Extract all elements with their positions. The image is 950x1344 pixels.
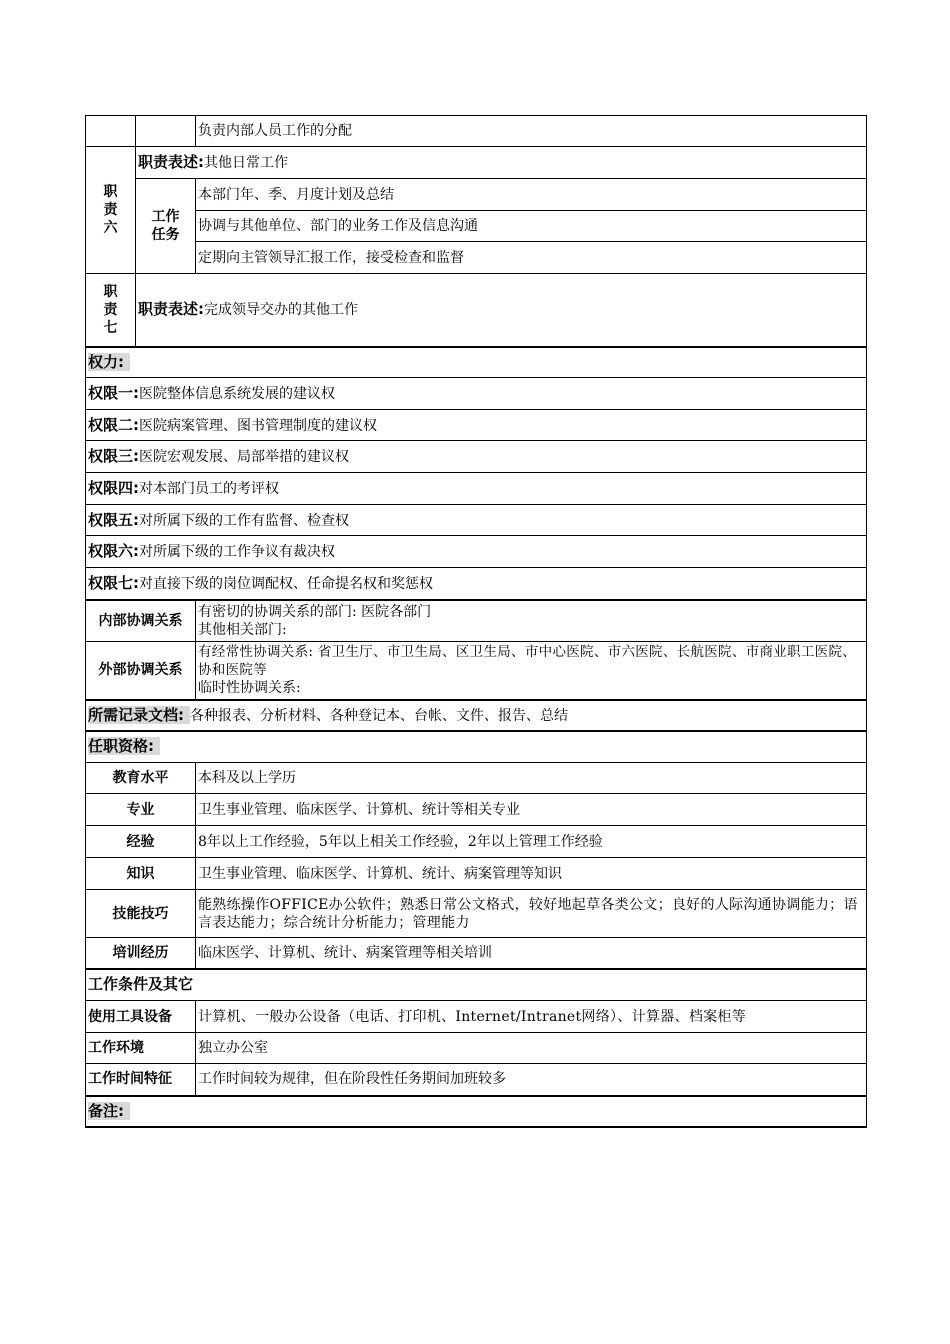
qualification-text: 卫生事业管理、临床医学、计算机、统计、病案管理等知识 xyxy=(196,858,867,890)
qualification-label: 培训经历 xyxy=(86,938,196,969)
authority-item xyxy=(86,441,867,473)
duty-tail-task: 负责内部人员工作的分配 xyxy=(196,116,867,147)
qualification-text: 8年以上工作经验，5年以上相关工作经验，2年以上管理工作经验 xyxy=(196,826,867,858)
authority-row xyxy=(86,568,867,600)
internal-coordination-line1: 有密切的协调关系的部门: 医院各部门 xyxy=(198,603,432,620)
authority-title: 权力: xyxy=(88,353,130,371)
conditions-text: 工作时间较为规律，但在阶段性任务期间加班较多 xyxy=(196,1064,867,1096)
duty6-desc-row xyxy=(86,147,867,179)
empty-cell xyxy=(136,116,196,147)
duty7-desc: 完成领导交办的其他工作 xyxy=(204,302,358,319)
authority-item xyxy=(86,378,867,410)
authority-label: 权限四: xyxy=(88,479,139,497)
external-coordination-line2: 临时性协调关系: xyxy=(198,680,301,697)
internal-coordination-row xyxy=(86,600,867,642)
qualification-label: 知识 xyxy=(86,858,196,890)
job-description-table xyxy=(85,115,867,1128)
authority-label: 权限五: xyxy=(88,510,139,529)
authority-text: 对所属下级的工作有监督、检查权 xyxy=(139,512,349,529)
duty6-label xyxy=(86,147,136,274)
authority-title-cell xyxy=(86,347,867,378)
duty6-task-3: 定期向主管领导汇报工作，接受检查和监督 xyxy=(196,242,867,274)
duty6-label-text: 职 责 六 xyxy=(103,184,118,236)
authority-row xyxy=(86,410,867,441)
conditions-label: 工作环境 xyxy=(86,1033,196,1064)
qualification-text: 本科及以上学历 xyxy=(196,763,867,794)
authority-row xyxy=(86,441,867,473)
authority-label: 权限三: xyxy=(88,447,139,465)
authority-item xyxy=(86,536,867,568)
qualification-row xyxy=(86,938,867,969)
authority-row xyxy=(86,378,867,410)
qualification-label: 技能技巧 xyxy=(86,890,196,938)
external-coordination-row xyxy=(86,642,867,700)
conditions-text: 独立办公室 xyxy=(196,1033,867,1064)
qualification-label: 经验 xyxy=(86,826,196,858)
authority-label: 权限二: xyxy=(88,415,139,434)
conditions-label: 工作时间特征 xyxy=(86,1064,196,1096)
empty-cell xyxy=(86,116,136,147)
internal-coordination-cell xyxy=(196,600,867,642)
conditions-label: 使用工具设备 xyxy=(86,1001,196,1033)
duty6-desc-cell xyxy=(136,147,867,179)
authority-label: 权限七: xyxy=(88,573,139,592)
authority-text: 对本部门员工的考评权 xyxy=(139,481,279,497)
duty6-task-row xyxy=(86,211,867,242)
qualification-text: 能熟练操作OFFICE办公软件；熟悉日常公文格式，较好地起草各类公文；良好的人际沟通协调能力；语言表达能力；综合统计分析能力；管理能力 xyxy=(196,890,867,938)
duty6-task-label xyxy=(136,179,196,274)
authority-row xyxy=(86,473,867,505)
authority-row xyxy=(86,505,867,536)
duty-tail-row xyxy=(86,116,867,147)
qualification-row xyxy=(86,763,867,794)
duty7-desc-label: 职责表述: xyxy=(138,300,204,319)
records-label: 所需记录文档: xyxy=(88,706,190,724)
qualification-text: 临床医学、计算机、统计、病案管理等相关培训 xyxy=(196,938,867,969)
authority-text: 医院整体信息系统发展的建议权 xyxy=(139,386,335,402)
authority-text: 医院病案管理、图书管理制度的建议权 xyxy=(139,417,377,434)
authority-item xyxy=(86,505,867,536)
authority-text: 对直接下级的岗位调配权、任命提名权和奖惩权 xyxy=(139,575,433,592)
authority-row xyxy=(86,536,867,568)
authority-title-row xyxy=(86,347,867,378)
qualification-row xyxy=(86,794,867,826)
qualification-title: 任职资格: xyxy=(88,737,160,755)
qualification-title-row xyxy=(86,731,867,763)
remarks-cell xyxy=(86,1096,867,1127)
qualification-label: 专业 xyxy=(86,794,196,826)
records-row xyxy=(86,700,867,731)
qualification-row xyxy=(86,890,867,938)
duty6-task-label-text: 工作 任务 xyxy=(151,209,180,243)
conditions-row xyxy=(86,1064,867,1096)
duty6-desc-label: 职责表述: xyxy=(138,153,204,171)
authority-item xyxy=(86,410,867,441)
duty7-desc-cell xyxy=(136,274,867,347)
authority-label: 权限一: xyxy=(88,384,139,402)
authority-label: 权限六: xyxy=(88,542,139,560)
qualification-row xyxy=(86,826,867,858)
conditions-row xyxy=(86,1033,867,1064)
external-coordination-cell xyxy=(196,642,867,700)
duty6-task-1: 本部门年、季、月度计划及总结 xyxy=(196,179,867,211)
authority-item xyxy=(86,568,867,600)
records-text: 各种报表、分析材料、各种登记本、台帐、文件、报告、总结 xyxy=(190,707,568,724)
internal-coordination-line2: 其他相关部门: xyxy=(198,621,287,638)
records-cell xyxy=(86,700,867,731)
duty7-label xyxy=(86,274,136,347)
duty6-task-2: 协调与其他单位、部门的业务工作及信息沟通 xyxy=(196,211,867,242)
qualification-row xyxy=(86,858,867,890)
conditions-row xyxy=(86,1001,867,1033)
duty7-label-text: 职 责 七 xyxy=(103,283,118,336)
duty7-row xyxy=(86,274,867,347)
qualification-title-cell xyxy=(86,731,867,763)
external-coordination-label: 外部协调关系 xyxy=(86,642,196,700)
authority-item xyxy=(86,473,867,505)
remarks-row xyxy=(86,1096,867,1127)
remarks-label: 备注: xyxy=(88,1102,130,1120)
conditions-text: 计算机、一般办公设备（电话、打印机、Internet/Intranet网络）、计算器、档案柜等 xyxy=(196,1001,867,1033)
external-coordination-line1: 有经常性协调关系: 省卫生厅、市卫生局、区卫生局、市中心医院、市六医院、长航医院、市商业职工医院、协和医院等 xyxy=(198,644,857,679)
internal-coordination-label: 内部协调关系 xyxy=(86,600,196,642)
authority-text: 医院宏观发展、局部举措的建议权 xyxy=(139,449,349,465)
conditions-title-cell xyxy=(86,969,867,1001)
duty6-desc: 其他日常工作 xyxy=(204,155,288,171)
qualification-text: 卫生事业管理、临床医学、计算机、统计等相关专业 xyxy=(196,794,867,826)
authority-text: 对所属下级的工作争议有裁决权 xyxy=(139,544,335,560)
duty6-task-row xyxy=(86,179,867,211)
conditions-title-row xyxy=(86,969,867,1001)
duty6-task-row xyxy=(86,242,867,274)
qualification-label: 教育水平 xyxy=(86,763,196,794)
conditions-title: 工作条件及其它 xyxy=(88,975,194,994)
